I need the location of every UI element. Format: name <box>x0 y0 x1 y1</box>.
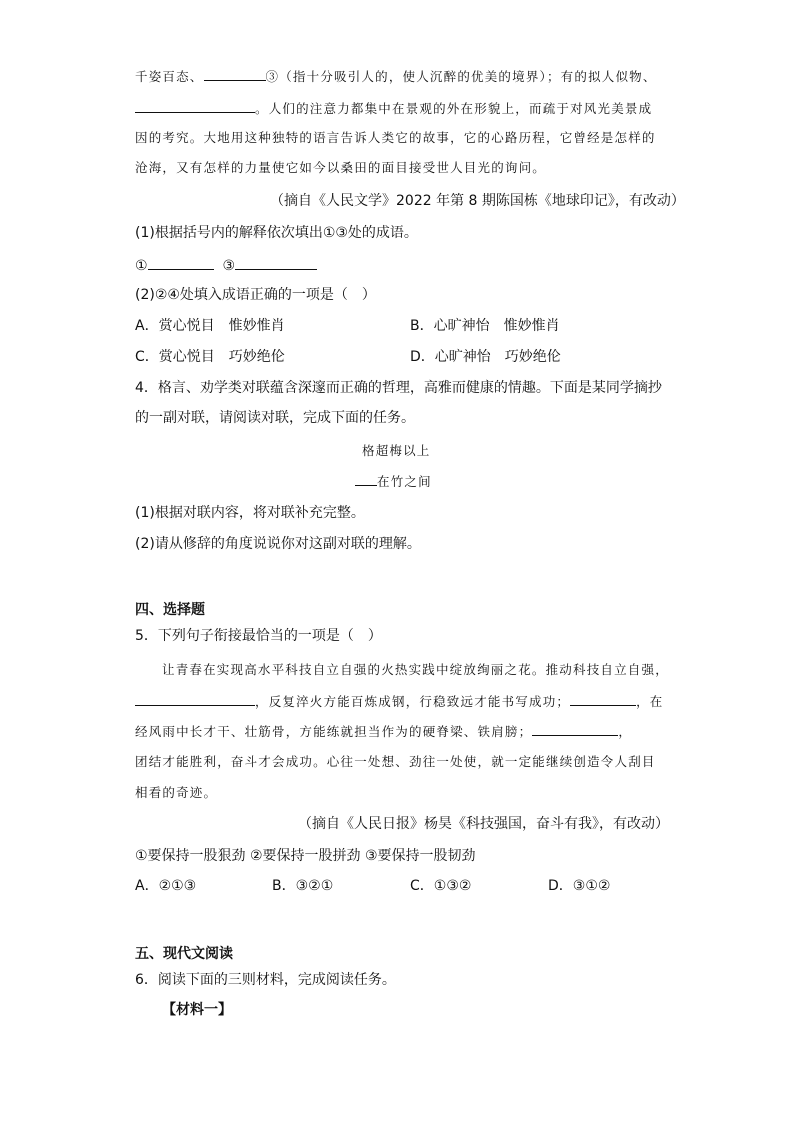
q3-sub1: (1)根据括号内的解释依次填出①③处的成语。 <box>135 225 418 241</box>
section-4-title: 四、选择题 <box>135 602 205 618</box>
text-segment: 在竹之间 <box>377 474 432 489</box>
q5-stem: 5．下列句子衔接最恰当的一项是（ ） <box>135 628 382 644</box>
q5-option-b[interactable]: B．③②① <box>272 878 334 894</box>
q4-sub2: (2)请从修辞的角度说说你对这副对联的理解。 <box>135 536 421 552</box>
q5-passage-line-3 <box>135 721 632 742</box>
text-segment: ③（指十分吸引人的，使人沉醉的优美的境界）；有的拟人似物、 <box>265 69 657 84</box>
text-segment: 千姿百态、 <box>135 69 204 84</box>
q3-option-d[interactable]: D．心旷神怡 巧妙绝伦 <box>410 349 561 365</box>
q5-passage-line-2 <box>135 691 664 712</box>
q5-option-c[interactable]: C．①③② <box>410 878 472 894</box>
q5-option-a[interactable]: A．②①③ <box>135 878 197 894</box>
blank-label: ① <box>135 258 148 274</box>
text-segment: 。人们的注意力都集中在景观的外在形貌上，而疏于对风光美景成 <box>255 101 653 116</box>
answer-field-1[interactable] <box>148 255 214 270</box>
answer-blank-2 <box>204 66 266 81</box>
passage-line-3: 因的考究。大地用这种独特的语言告诉人类它的故事，它的心路历程，它曾经是怎样的 <box>135 130 656 145</box>
q3-sub2: (2)②④处填入成语正确的一项是（ ） <box>135 287 376 303</box>
answer-blank-4 <box>135 98 255 113</box>
q5-blank-2 <box>570 691 636 706</box>
passage-source: （摘自《人民文学》2022 年第 8 期陈国栋《地球印记》，有改动） <box>270 193 685 209</box>
q4-stem-2: 的一副对联，请阅读对联，完成下面的任务。 <box>135 410 415 426</box>
q5-source: （摘自《人民日报》杨昊《科技强国，奋斗有我》，有改动） <box>298 816 669 832</box>
text-segment: ， <box>618 724 633 739</box>
blank-label: ③ <box>222 258 236 274</box>
answer-field-3[interactable] <box>235 255 317 270</box>
passage-line-1 <box>135 66 657 87</box>
passage-line-2 <box>135 98 652 119</box>
text-segment: 经风雨中长才干、壮筋骨，方能练就担当作为的硬脊梁、铁肩膀； <box>135 724 533 739</box>
q5-items: ①要保持一股狠劲 ②要保持一股拼劲 ③要保持一股韧劲 <box>135 848 476 864</box>
q4-stem-1: 4．格言、劝学类对联蕴含深邃而正确的哲理，高雅而健康的情趣。下面是某同学摘抄 <box>135 380 662 396</box>
q3-blanks <box>135 255 317 276</box>
q3-option-b[interactable]: B．心旷神怡 惟妙惟肖 <box>410 318 560 334</box>
couplet-line-1: 格超梅以上 <box>362 443 431 458</box>
q5-passage-line-4: 团结才能胜利，奋斗才会成功。心往一处想、劲往一处使，就一定能继续创造令人刮目 <box>135 754 656 769</box>
couplet-line-2 <box>355 471 432 492</box>
couplet-blank[interactable] <box>355 471 377 486</box>
material-1-label: 【材料一】 <box>162 1002 232 1018</box>
q3-option-a[interactable]: A．赏心悦目 惟妙惟肖 <box>135 318 285 334</box>
q5-option-d[interactable]: D．③①② <box>548 878 611 894</box>
q5-blank-3 <box>532 721 618 736</box>
q5-passage-line-5: 相看的奇迹。 <box>135 785 218 800</box>
q4-sub1: (1)根据对联内容，将对联补充完整。 <box>135 505 365 521</box>
q5-blank-1 <box>135 691 255 706</box>
q3-option-c[interactable]: C．赏心悦目 巧妙绝伦 <box>135 349 285 365</box>
text-segment: ，在 <box>636 694 664 709</box>
q5-passage-line-1: 让青春在实现高水平科技自立自强的火热实践中绽放绚丽之花。推动科技自立自强， <box>162 662 669 677</box>
passage-line-4: 沧海，又有怎样的力量使它如今以桑田的面目接受世人目光的询问。 <box>135 160 547 175</box>
text-segment: ，反复淬火方能百炼成钢，行稳致远才能书写成功； <box>255 694 571 709</box>
section-5-title: 五、现代文阅读 <box>135 946 233 962</box>
q6-stem: 6．阅读下面的三则材料，完成阅读任务。 <box>135 972 396 988</box>
